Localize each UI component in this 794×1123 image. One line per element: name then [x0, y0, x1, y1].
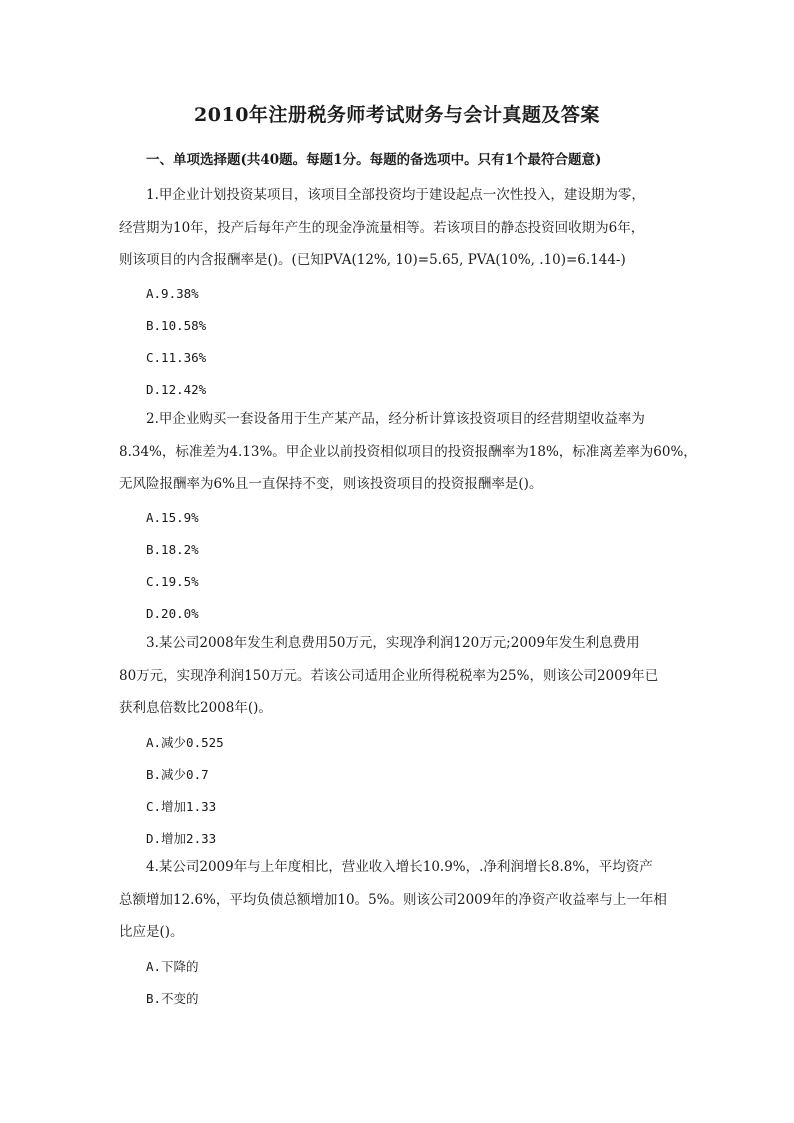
question-4-stem-line-1: 4.某公司2009年与上年度相比，营业收入增长10.9%，.净利润增长8.8%，平均资产 [146, 859, 653, 875]
question-2-option-a: A.15.9% [146, 510, 199, 525]
question-2-option-d: D.20.0% [146, 606, 199, 621]
question-2-stem-line-3: 无风险报酬率为6%且一直保持不变，则该投资项目的投资报酬率是()。 [119, 476, 543, 492]
question-4-stem-line-3: 比应是()。 [119, 924, 184, 940]
section-heading: 一、单项选择题(共40题。每题1分。每题的备选项中。只有1个最符合题意) [146, 152, 602, 168]
question-3-stem-line-1: 3.某公司2008年发生利息费用50万元，实现净利润120万元;2009年发生利息费用 [146, 635, 640, 651]
question-1-stem-line-3: 则该项目的内含报酬率是()。(已知PVA(12%, 10)=5.65, PVA(10%, .10)=6.144-) [119, 252, 626, 268]
question-2-stem-line-2: 8.34%，标准差为4.13%。甲企业以前投资相似项目的投资报酬率为18%，标准离差率为60%， [119, 444, 697, 460]
question-2-option-c: C.19.5% [146, 574, 199, 589]
question-3-option-a: A.减少0.525 [146, 735, 224, 750]
question-1-stem-line-2: 经营期为10年，投产后每年产生的现金净流量相等。若该项目的静态投资回收期为6年， [119, 220, 645, 236]
question-1-option-b: B.10.58% [146, 318, 207, 333]
question-1-stem-line-1: 1.甲企业计划投资某项目，该项目全部投资均于建设起点一次性投入，建设期为零， [146, 187, 645, 203]
question-2-stem-line-1: 2.甲企业购买一套设备用于生产某产品，经分析计算该投资项目的经营期望收益率为 [146, 411, 645, 427]
question-3-option-b: B.减少0.7 [146, 767, 209, 782]
question-4-stem-line-2: 总额增加12.6%，平均负债总额增加10。5%。则该公司2009年的净资产收益率与上一年相 [119, 892, 667, 908]
question-3-stem-line-2: 80万元，实现净利润150万元。若该公司适用企业所得税税率为25%，则该公司2009年已 [119, 668, 659, 684]
question-2-option-b: B.18.2% [146, 542, 199, 557]
question-3-stem-line-3: 获利息倍数比2008年()。 [119, 700, 272, 716]
question-4-option-a: A.下降的 [146, 959, 199, 974]
question-1-option-d: D.12.42% [146, 382, 207, 397]
question-3-option-c: C.增加1.33 [146, 799, 217, 814]
question-1-option-c: C.11.36% [146, 350, 207, 365]
question-1-option-a: A.9.38% [146, 286, 199, 301]
question-3-option-d: D.增加2.33 [146, 831, 217, 846]
question-4-option-b: B.不变的 [146, 991, 199, 1006]
page-title: 2010年注册税务师考试财务与会计真题及答案 [194, 104, 600, 126]
